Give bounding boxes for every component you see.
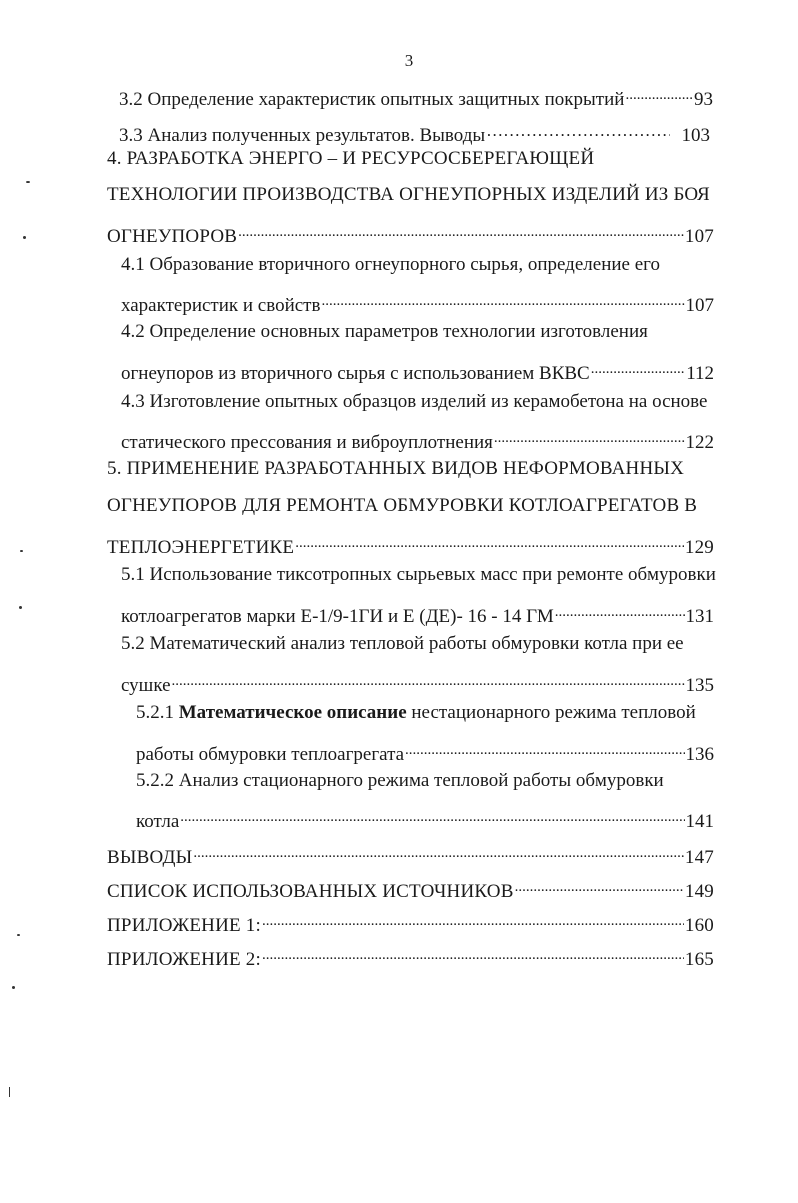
toc-entry-page: 149 bbox=[684, 881, 714, 902]
toc-entry-4-2-line1[interactable]: 4.2 Определение основных параметров технологии изготовления bbox=[121, 321, 648, 342]
toc-conclusions[interactable] bbox=[107, 837, 714, 868]
toc-entry-5-2-2-line1[interactable]: 5.2.2 Анализ стационарного режима тепловой работы обмуровки bbox=[136, 770, 664, 791]
toc-leader-dots bbox=[494, 422, 685, 448]
toc-entry-4-3[interactable] bbox=[121, 422, 714, 453]
page-number: 3 bbox=[404, 51, 414, 70]
toc-leader-dots bbox=[238, 216, 684, 242]
toc-entry-text: нестационарного режима тепловой bbox=[411, 702, 696, 723]
toc-leader-dots bbox=[555, 596, 685, 622]
toc-entry-label: ПРИЛОЖЕНИЕ 1: bbox=[107, 915, 261, 936]
toc-appendix-2[interactable] bbox=[107, 939, 714, 970]
toc-entry-label: СПИСОК ИСПОЛЬЗОВАННЫХ ИСТОЧНИКОВ bbox=[107, 881, 514, 902]
toc-entry-page: 129 bbox=[684, 537, 714, 558]
toc-entry-4-2[interactable] bbox=[121, 353, 714, 384]
scan-speck bbox=[19, 606, 22, 609]
toc-references[interactable] bbox=[107, 871, 714, 902]
toc-leader-dots bbox=[625, 79, 693, 105]
toc-entry-page: 93 bbox=[694, 89, 713, 110]
toc-entry-label: ОГНЕУПОРОВ bbox=[107, 226, 238, 247]
toc-leader-dots bbox=[486, 115, 669, 141]
toc-entry-page: 147 bbox=[684, 847, 714, 868]
toc-entry-page: 141 bbox=[685, 811, 714, 832]
toc-entry-5-2[interactable] bbox=[121, 665, 714, 696]
toc-entry-5-2-2[interactable] bbox=[136, 801, 714, 832]
toc-leader-dots bbox=[591, 353, 685, 379]
toc-entry-label: статического прессования и виброуплотнения bbox=[121, 432, 493, 453]
toc-entry-label: огнеупоров из вторичного сырья с использованием ВКВС bbox=[121, 363, 590, 384]
toc-chapter-5-line2[interactable]: ОГНЕУПОРОВ ДЛЯ РЕМОНТА ОБМУРОВКИ КОТЛОАГРЕГАТОВ В bbox=[107, 495, 698, 516]
toc-entry-5-1-line1[interactable]: 5.1 Использование тиксотропных сырьевых масс при ремонте обмуровки bbox=[121, 564, 716, 585]
toc-appendix-1[interactable] bbox=[107, 905, 714, 936]
toc-entry-label: 3.2 Определение характеристик опытных защитных покрытий bbox=[119, 89, 625, 110]
toc-chapter-4[interactable] bbox=[107, 216, 714, 247]
toc-entry-page: 112 bbox=[686, 363, 714, 384]
toc-entry-label: котлоагрегатов марки Е-1/9-1ГИ и Е (ДЕ)- 16 - 14 ГМ bbox=[121, 606, 554, 627]
toc-entry-4-1-line1[interactable]: 4.1 Образование вторичного огнеупорного сырья, определение его bbox=[121, 254, 660, 275]
toc-entry-number: 5.2.1 bbox=[136, 702, 174, 723]
toc-entry-5-1[interactable] bbox=[121, 596, 714, 627]
toc-entry-label: ТЕПЛОЭНЕРГЕТИКЕ bbox=[107, 537, 295, 558]
toc-leader-dots bbox=[295, 527, 684, 553]
toc-leader-dots bbox=[405, 734, 684, 760]
toc-entry-4-1[interactable] bbox=[121, 285, 714, 316]
toc-leader-dots bbox=[262, 905, 684, 931]
toc-entry-page: 165 bbox=[684, 949, 714, 970]
scan-speck bbox=[23, 236, 26, 239]
toc-entry-page: 107 bbox=[684, 226, 714, 247]
toc-entry-bold-text: Математическое описание bbox=[178, 702, 407, 723]
toc-entry-label: характеристик и свойств bbox=[121, 295, 321, 316]
toc-chapter-4-line1[interactable]: 4. РАЗРАБОТКА ЭНЕРГО – И РЕСУРСОСБЕРЕГАЮЩЕЙ bbox=[107, 148, 595, 169]
scan-speck bbox=[12, 986, 15, 989]
toc-leader-dots bbox=[172, 665, 685, 691]
toc-chapter-4-line2[interactable]: ТЕХНОЛОГИИ ПРОИЗВОДСТВА ОГНЕУПОРНЫХ ИЗДЕЛИЙ ИЗ БОЯ bbox=[107, 184, 710, 205]
toc-entry-3-3[interactable] bbox=[119, 115, 710, 146]
toc-leader-dots bbox=[262, 939, 684, 965]
toc-entry-label: ПРИЛОЖЕНИЕ 2: bbox=[107, 949, 261, 970]
toc-entry-label: сушке bbox=[121, 675, 171, 696]
toc-entry-4-3-line1[interactable]: 4.3 Изготовление опытных образцов изделий из керамобетона на основе bbox=[121, 391, 708, 412]
scan-speck bbox=[20, 550, 23, 552]
toc-entry-label: работы обмуровки теплоагрегата bbox=[136, 744, 405, 765]
toc-entry-5-2-1-line1[interactable] bbox=[136, 700, 696, 726]
scan-speck bbox=[9, 1087, 10, 1097]
toc-entry-page: 135 bbox=[685, 675, 714, 696]
toc-entry-page: 131 bbox=[685, 606, 714, 627]
scan-speck bbox=[17, 934, 20, 936]
toc-entry-5-2-line1[interactable]: 5.2 Математический анализ тепловой работы обмуровки котла при ее bbox=[121, 633, 684, 654]
toc-leader-dots bbox=[321, 285, 684, 311]
toc-entry-label: 3.3 Анализ полученных результатов. Выводы bbox=[119, 125, 486, 146]
toc-entry-5-2-1[interactable] bbox=[136, 734, 714, 765]
toc-chapter-5[interactable] bbox=[107, 527, 714, 558]
toc-entry-page: 136 bbox=[685, 744, 714, 765]
toc-chapter-5-line1[interactable]: 5. ПРИМЕНЕНИЕ РАЗРАБОТАННЫХ ВИДОВ НЕФОРМОВАННЫХ bbox=[107, 458, 685, 479]
toc-entry-page: 160 bbox=[684, 915, 714, 936]
toc-entry-page: 107 bbox=[685, 295, 714, 316]
toc-entry-page: 103 bbox=[681, 125, 710, 146]
toc-entry-page: 122 bbox=[685, 432, 714, 453]
toc-entry-label: ВЫВОДЫ bbox=[107, 847, 193, 868]
toc-entry-3-2[interactable] bbox=[119, 79, 713, 110]
toc-leader-dots bbox=[180, 801, 684, 827]
toc-entry-label: котла bbox=[136, 811, 180, 832]
scan-speck bbox=[26, 181, 30, 183]
toc-leader-dots bbox=[515, 871, 684, 897]
toc-leader-dots bbox=[193, 837, 683, 863]
